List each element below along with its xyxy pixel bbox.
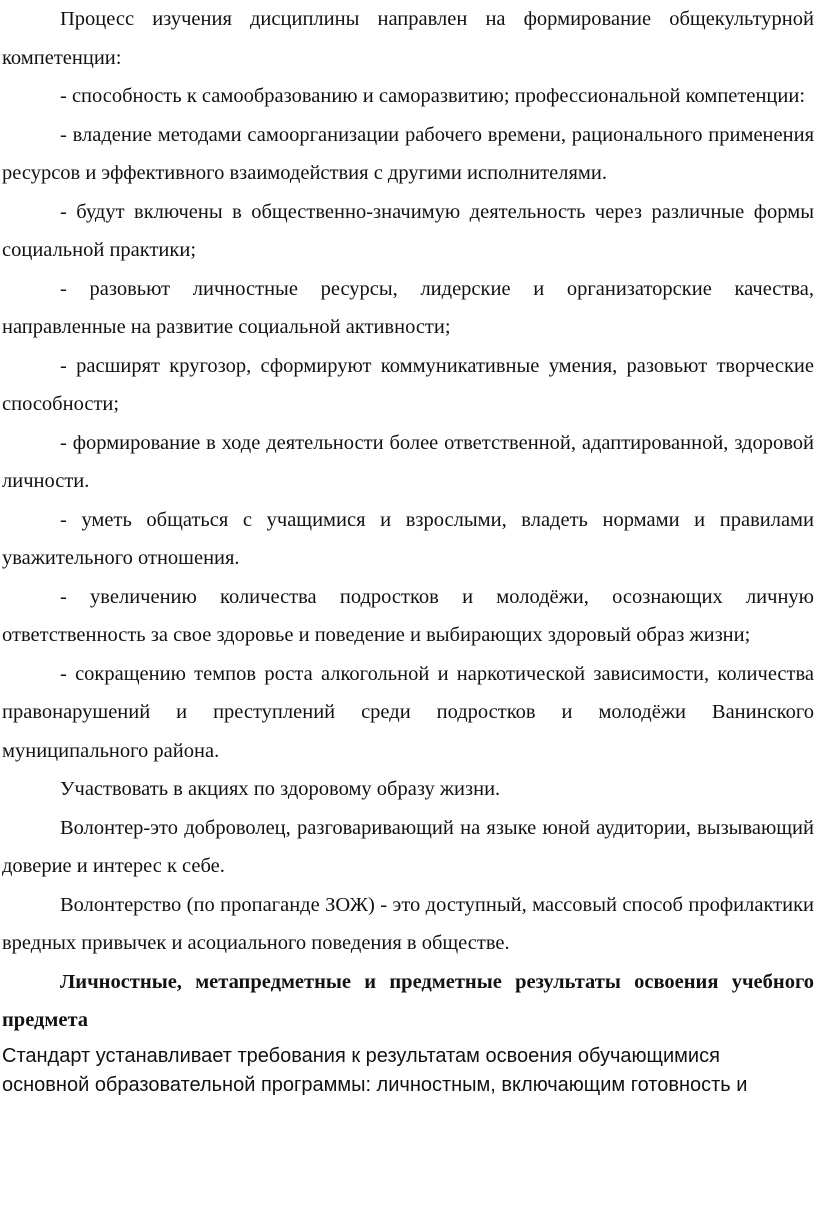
paragraph-communication: - уметь общаться с учащимися и взрослыми, владеть нормами и правилами уважительного отношения. [2, 508, 814, 569]
paragraph-leadership: - разовьют личностные ресурсы, лидерские и организаторские качества, направленные на развитие социальной активности; [2, 277, 814, 338]
paragraph-self-organization: - владение методами самоорганизации рабочего времени, рационального применения ресурсов и эффективного взаимодействия с другими исполнителями. [2, 123, 814, 184]
paragraph-volunteering-definition: Волонтерство (по пропаганде ЗОЖ) - это доступный, массовый способ профилактики вредных привычек и асоциального поведения в обществе. [2, 893, 814, 954]
paragraph-volunteer-definition: Волонтер-это доброволец, разговаривающий на языке юной аудитории, вызывающий доверие и интерес к себе. [2, 816, 814, 877]
paragraph-self-education: - способность к самообразованию и саморазвитию; профессиональной компетенции: [60, 85, 806, 107]
paragraph-healthy-lifestyle: - увеличению количества подростков и молодёжи, осознающих личную ответственность за свое здоровье и поведение и выбирающих здоровый образ жизни; [2, 585, 814, 646]
paragraph-social-practice: - будут включены в общественно-значимую деятельность через различные формы социальной практики; [2, 200, 814, 261]
paragraph-responsible-personality: - формирование в ходе деятельности более ответственной, адаптированной, здоровой личности. [2, 431, 814, 492]
paragraph-addiction-reduction: - сокращению темпов роста алкогольной и наркотической зависимости, количества правонарушений и преступлений среди подростков и молодёжи Ванинского муниципального района. [2, 662, 814, 762]
standard-paragraph [2, 1040, 814, 1100]
section-heading: Личностные, метапредметные и предметные результаты освоения учебного предмета [2, 970, 814, 1031]
standard-line-1: Стандарт устанавливает требования к результатам освоения обучающимися [2, 1044, 720, 1067]
document-page [2, 0, 814, 1100]
paragraph-competence-intro: Процесс изучения дисциплины направлен на формирование общекультурной компетенции: [2, 8, 814, 69]
paragraph-participate-actions: Участвовать в акциях по здоровому образу жизни. [60, 778, 501, 800]
standard-line-2: основной образовательной программы: личностным, включающим готовность и [2, 1073, 748, 1096]
paragraph-outlook: - расширят кругозор, сформируют коммуникативные умения, разовьют творческие способности; [2, 354, 814, 415]
